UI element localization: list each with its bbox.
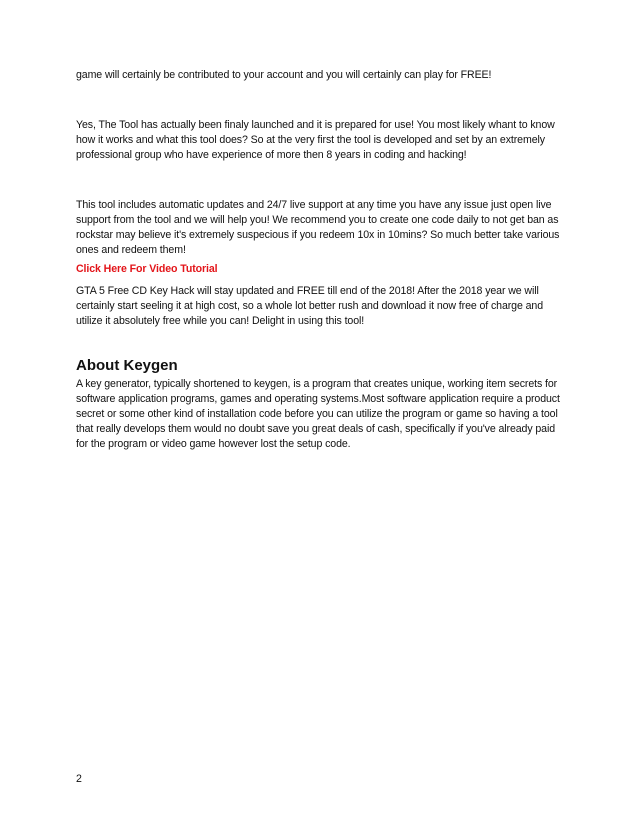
paragraph-about-keygen: A key generator, typically shortened to keygen, is a program that creates unique, working item secrets for software application programs, games and operating systems.Most software application require a product secret or some other kind of installation code before you can utilize the program or game so having a tool that really develops them would no doubt save you great deals of cash, specifically if you've already paid for the program or video game however lost the setup code. <box>76 378 560 450</box>
paragraph-stay-updated: GTA 5 Free CD Key Hack will stay updated and FREE till end of the 2018! After the 2018 year we will certainly start seeling it at high cost, so a whole lot better rush and download it now free of charge and utilize it absolutely free while you can! Delight in using this tool! <box>76 285 543 327</box>
page-number: 2 <box>76 773 82 785</box>
page-content <box>76 68 562 452</box>
section-heading-about-keygen: About Keygen <box>76 357 178 374</box>
paragraph-free-play: game will certainly be contributed to your account and you will certainly can play for FREE! <box>76 69 492 81</box>
video-tutorial-link[interactable]: Click Here For Video Tutorial <box>76 263 218 275</box>
paragraph-tool-features: This tool includes automatic updates and 24/7 live support at any time you have any issue just open live support from the tool and we will help you! We recommend you to create one code daily to not get ban as rockstar may believe it's extremely suspecious if you redeem 10x in 10mins? So much better take various ones and redeem them! <box>76 199 560 256</box>
paragraph-tool-launch: Yes, The Tool has actually been finaly launched and it is prepared for use! You most likely whant to know how it works and what this tool does? So at the very first the tool is developed and set by an extremely professional group who have experience of more then 8 years in coding and hacking! <box>76 119 555 161</box>
